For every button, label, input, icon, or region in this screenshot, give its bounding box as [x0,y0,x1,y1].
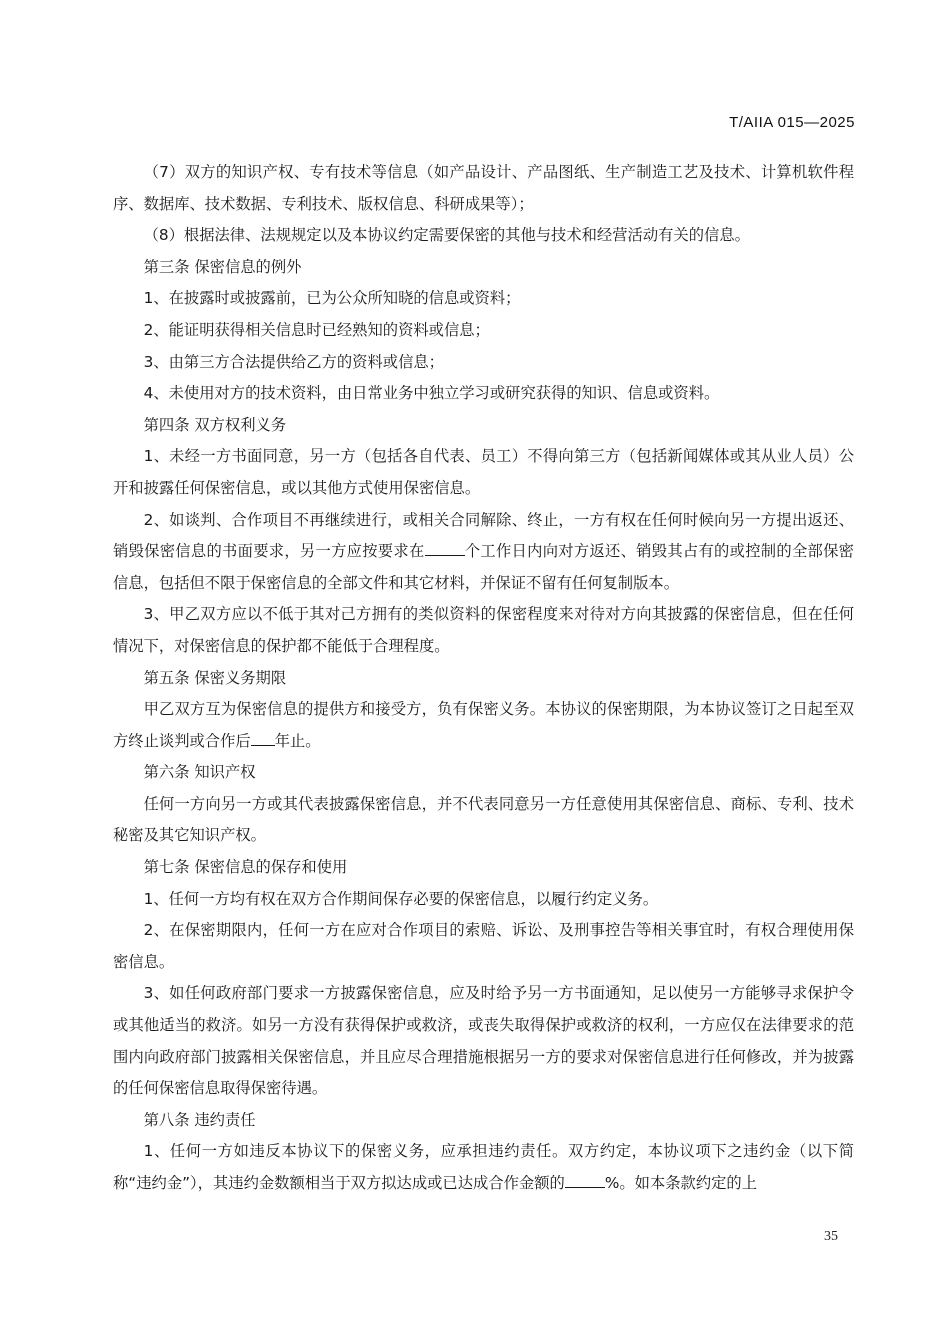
paragraph-obligation-2 [113,505,854,600]
paragraph-text-before-blank: 甲乙双方互为保密信息的提供方和接受方，负有保密义务。本协议的保密期限，为本协议签订之日起至双方终止谈判或合作后 [113,700,854,750]
paragraph-text-after-blank: 年止。 [274,731,321,750]
paragraph-storage-2: 2、在保密期限内，任何一方在应对合作项目的索赔、诉讼、及刑事控告等相关事宜时，有权合理使用保密信息。 [113,921,854,971]
section-heading-article-8: 第八条 违约责任 [143,1110,256,1129]
document-code-header: T/AIIA 015—2025 [729,114,855,131]
fill-in-blank [425,539,465,556]
paragraph-text-after-blank: %。如本条款约定的上 [604,1174,758,1192]
paragraph-exception-4: 4、未使用对方的技术资料，由日常业务中独立学习或研究获得的知识、信息或资料。 [143,384,720,403]
section-heading-article-5: 第五条 保密义务期限 [143,668,287,687]
paragraph-item-8: （8）根据法律、法规规定以及本协议约定需要保密的其他与技术和经营活动有关的信息。 [143,226,750,245]
paragraph-exception-2: 2、能证明获得相关信息时已经熟知的资料或信息； [143,320,490,339]
paragraph-text-before-blank: 1、任何一方如违反本协议下的保密义务，应承担违约责任。双方约定，本协议项下之违约金（以下简称“违约金”），其违约金数额相当于双方拟达成或已达成合作金额的 [113,1142,854,1192]
paragraph-confidentiality-term [113,694,854,757]
fill-in-blank [251,729,275,746]
section-heading-article-4: 第四条 双方权利义务 [143,415,287,434]
paragraph-exception-1: 1、在披露时或披露前，已为公众所知晓的信息或资料； [143,289,521,308]
paragraph-text-after-blank: 个工作日内向对方返还、销毁其占有的或控制的全部保密信息，包括但不限于保密信息的全部文件和其它材料，并保证不留有任何复制版本。 [113,542,854,592]
paragraph-storage-1: 1、任何一方均有权在双方合作期间保存必要的保密信息，以履行约定义务。 [143,889,659,908]
page-number: 35 [824,1229,838,1244]
section-heading-article-6: 第六条 知识产权 [143,763,256,782]
fill-in-blank [565,1171,605,1188]
section-heading-article-3: 第三条 保密信息的例外 [143,257,302,276]
document-body [113,157,854,1200]
paragraph-intellectual-property: 任何一方向另一方或其代表披露保密信息，并不代表同意另一方任意使用其保密信息、商标、专利、技术秘密及其它知识产权。 [113,794,854,845]
paragraph-obligation-3: 3、甲乙双方应以不低于其对己方拥有的类似资料的保密程度来对待对方向其披露的保密信息，但在任何情况下，对保密信息的保护都不能低于合理程度。 [113,605,854,655]
section-heading-article-7: 第七条 保密信息的保存和使用 [143,858,348,877]
paragraph-obligation-1: 1、未经一方书面同意，另一方（包括各自代表、员工）不得向第三方（包括新闻媒体或其从业人员）公开和披露任何保密信息，或以其他方式使用保密信息。 [113,447,854,497]
paragraph-liability-1 [113,1136,854,1199]
paragraph-exception-3: 3、由第三方合法提供给乙方的资料或信息； [143,352,444,371]
paragraph-storage-3: 3、如任何政府部门要求一方披露保密信息，应及时给予另一方书面通知，足以使另一方能够寻求保护令或其他适当的救济。如另一方没有获得保护或救济，或丧失取得保护或救济的权利，一方应仅在法律要求的范围内向政府部门披露相关保密信息，并且应尽合理措施根据另一方的要求对保密信息进行任何修改，并为披露的任何保密信息取得保密待遇。 [113,984,854,1098]
paragraph-text-before-blank: 2、如谈判、合作项目不再继续进行，或相关合同解除、终止，一方有权在任何时候向另一方提出返还、销毁保密信息的书面要求，另一方应按要求在 [113,510,854,561]
paragraph-item-7: （7）双方的知识产权、专有技术等信息（如产品设计、产品图纸、生产制造工艺及技术、计算机软件程序、数据库、技术数据、专利技术、版权信息、科研成果等）； [113,163,854,213]
